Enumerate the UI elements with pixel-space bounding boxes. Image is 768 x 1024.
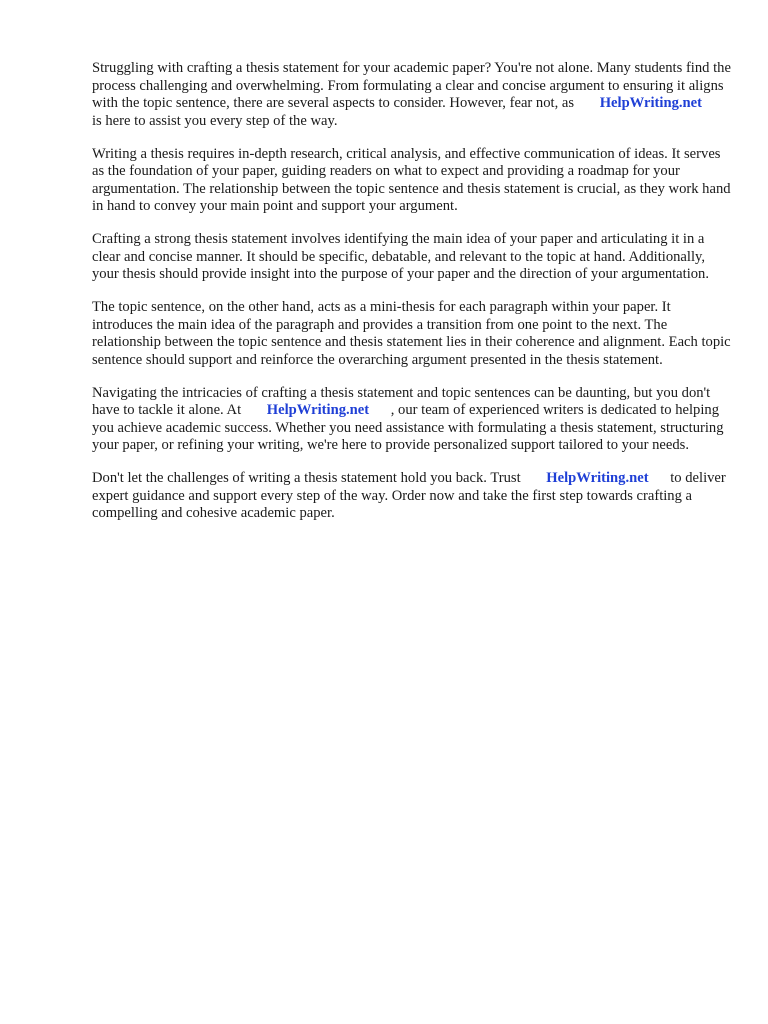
helpwriting-link[interactable]: HelpWriting.net — [266, 402, 370, 418]
paragraph-navigating-text: Navigating the intricacies of crafting a thesis statement and topic sentences can be daunting, but you don't have to tackle it alone. At — [92, 384, 711, 418]
helpwriting-link[interactable]: HelpWriting.net — [599, 95, 702, 111]
paragraph-navigating — [92, 385, 732, 455]
paragraph-intro — [92, 60, 732, 130]
paragraph-intro-text: Struggling with crafting a thesis statement for your academic paper? You're not alone. Many students find the process challenging and overwhelming. From formulating a clear and concise argument to ensuring it aligns with the topic sentence, there are several aspects to consider. However, fear not, as — [92, 60, 731, 111]
paragraph-intro-text-end: is here to assist you every step of the way. — [92, 112, 338, 129]
helpwriting-link[interactable]: HelpWriting.net — [546, 470, 649, 486]
paragraph-crafting-thesis: Crafting a strong thesis statement involves identifying the main idea of your paper and articulating it in a clear and concise manner. It should be specific, debatable, and relevant to the topic at hand. Additionally, your thesis should provide insight into the purpose of your paper and the direction of your argumentation. — [92, 231, 710, 282]
paragraph-thesis-requirements: Writing a thesis requires in-depth research, critical analysis, and effective communication of ideas. It serves as the foundation of your paper, guiding readers on what to expect and providing a roadmap for your argumentation. The relationship between the topic sentence and thesis statement is crucial, as they work hand in hand to convey your main point and support your argument. — [92, 145, 731, 214]
paragraph-cta-text: Don't let the challenges of writing a thesis statement hold you back. Trust — [92, 470, 521, 486]
paragraph-cta-text-end: to deliver expert guidance and support every step of the way. Order now and take the first step towards crafting a compelling and cohesive academic paper. — [92, 470, 726, 521]
paragraph-topic-sentence: The topic sentence, on the other hand, acts as a mini-thesis for each paragraph within your paper. It introduces the main idea of the paragraph and provides a transition from one point to the next. The relationship between the topic sentence and thesis statement lies in their coherence and alignment. Each topic sentence should support and reinforce the overarching argument presented in the thesis statement. — [92, 299, 731, 368]
paragraph-navigating-text-end: , our team of experienced writers is dedicated to helping you achieve academic success. Whether you need assistance with formulating a thesis statement, structuring your paper, or refining your writing, we're here to provide personalized support tailored to your needs. — [92, 402, 724, 453]
paragraph-call-to-action — [92, 470, 732, 523]
document-body — [92, 60, 732, 538]
